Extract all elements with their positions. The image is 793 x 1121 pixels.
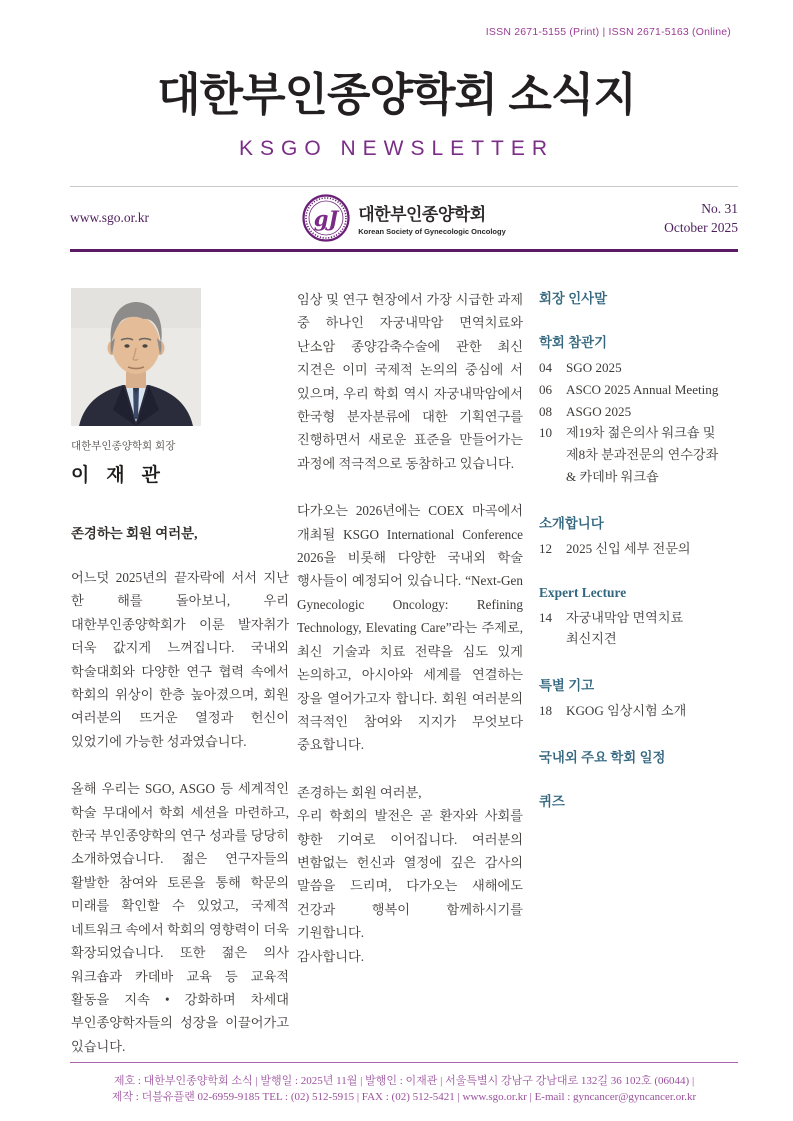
- newsletter-subtitle: KSGO NEWSLETTER: [238, 137, 555, 160]
- president-portrait-image: [71, 288, 201, 426]
- toc-heading: Expert Lecture: [539, 584, 627, 600]
- issue-number: No. 31: [701, 201, 738, 216]
- toc-item: [539, 379, 731, 401]
- toc-heading: 퀴즈: [539, 793, 565, 809]
- toc-page-number: 12: [539, 540, 553, 556]
- toc-page-number: 08: [539, 403, 553, 419]
- toc-item-label: 2025 신입 세부 전문의: [566, 540, 691, 556]
- toc-page-number: 10: [539, 425, 553, 441]
- president-photo: [71, 288, 201, 426]
- imprint-line-2: 제작 : 더블유플랜 02-6959-9185 TEL : (02) 512-5915 | FAX : (02) 512-5421 | www.sgo.or.kr | E-mail : gyncancer@gyncancer.or.kr: [111, 1091, 697, 1103]
- toc-item: [539, 700, 731, 722]
- letter-closing: 감사합니다.: [297, 948, 364, 964]
- table-of-contents: [531, 288, 731, 1058]
- letter-paragraph: 우리 학회의 발전은 곧 환자와 사회를 향한 기여로 이어집니다. 여러분의 변함없는 헌신과 열정에 깊은 감사의 말씀을 드리며, 다가오는 새해에도 건강과 행복이 함께하시기를 기원합니다.: [297, 808, 523, 941]
- toc-item-label: ASGO 2025: [566, 403, 632, 419]
- toc-section-greeting: [539, 288, 731, 307]
- toc-section-expert-lecture: [539, 585, 731, 651]
- svg-text:gJ: gJ: [313, 206, 339, 231]
- column-president: [71, 288, 289, 1058]
- toc-section-conference-reports: [539, 332, 731, 488]
- newsletter-title: 대한부인종양학회 소식지: [157, 69, 636, 120]
- toc-page-number: 04: [539, 360, 553, 375]
- toc-page-number: 06: [539, 381, 553, 397]
- toc-section-schedule: [539, 747, 731, 766]
- toc-heading: 소개합니다: [539, 515, 604, 531]
- toc-item-label: ASCO 2025 Annual Meeting: [566, 381, 719, 397]
- letter-paragraph: 올해 우리는 SGO, ASGO 등 세계적인 학술 무대에서 학회 세션을 마련하고, 한국 부인종양학의 연구 성과를 당당히 소개하였습니다. 젊은 연구자들의 활발한 참여와 토론을 통해 학문의 미래를 확인할 수 있었고, 국제적 네트워크 속에서 학회의 영향력이 더욱 확장되었습니다. 또한 젊은 의사 워크숍과 카데바 교육 등 교육적 활동을 지속 • 강화하며 차세대 부인종양학자들의 성장을 이끌어가고 있습니다.: [71, 781, 289, 1054]
- toc-item: [539, 422, 731, 487]
- toc-item-label: 자궁내막암 면역치료 최신지견: [566, 609, 684, 647]
- imprint-line-1: 제호 : 대한부인종양학회 소식 | 발행일 : 2025년 11월 | 발행인 : 이재관 | 서울특별시 강남구 강남대로 132길 36 102호 (06044) |: [113, 1075, 695, 1087]
- issue-date: October 2025: [664, 220, 738, 235]
- toc-item: [539, 607, 731, 651]
- toc-heading: 회장 인사말: [539, 291, 608, 306]
- letter-paragraph: 다가오는 2026년에는 COEX 마곡에서 개최될 KSGO International Conference 2026을 비롯해 다양한 국내외 학술 행사들이 예정되어 있습니다. “Next-Gen Gynecologic Oncology: Refining Technology, Elevating Care”라는 주제로, 최신 기술과 치료 전략을 심도 있게 논의하고, 아시아와 세계를 연결하는 장을 열어가고자 합니다. 회원 여러분의 적극적인 참여와 지지가 무엇보다 중요합니다.: [297, 503, 523, 753]
- toc-section-special-contribution: [539, 675, 731, 722]
- letter-paragraph: 어느덧 2025년의 끝자락에 서서 지난 한 해를 돌아보니, 우리 대한부인종양학회가 이룬 발자취가 더욱 값지게 느껴집니다. 국내외 학술대회와 다양한 연구 협력 속에서 학회의 위상이 한층 높아졌으며, 회원 여러분의 뜨거운 열정과 헌신이 있었기에 가능한 성과였습니다.: [71, 570, 289, 749]
- toc-section-introductions: [539, 513, 731, 560]
- society-name-kr: 대한부인종양학회: [358, 205, 486, 224]
- website-url: www.sgo.or.kr: [70, 210, 149, 225]
- president-title: 대한부인종양학회 회장: [71, 440, 176, 452]
- toc-item-label: 제19차 젊은의사 워크숍 및 제8차 분과전문의 연수강좌 & 카데바 워크숍: [566, 425, 719, 484]
- toc-heading: 특별 기고: [539, 678, 595, 694]
- issn-line: ISSN 2671-5155 (Print) | ISSN 2671-5163 (Online): [485, 26, 731, 38]
- column-letter: [297, 288, 523, 1058]
- issue-info: [568, 199, 738, 237]
- toc-page-number: 14: [539, 609, 553, 625]
- society-emblem-icon: [302, 194, 350, 242]
- greeting-heading: 존경하는 회원 여러분,: [71, 526, 198, 541]
- toc-section-quiz: [539, 791, 731, 810]
- toc-heading: 국내외 주요 학회 일정: [539, 749, 666, 765]
- header-band: [70, 186, 738, 252]
- society-name-en: Korean Society of Gynecologic Oncology: [358, 227, 506, 236]
- society-logo: [302, 194, 506, 242]
- imprint-footer: [70, 1062, 738, 1105]
- toc-item-label: KGOG 임상시험 소개: [566, 703, 687, 719]
- letter-paragraph: 임상 및 연구 현장에서 가장 시급한 과제 중 하나인 자궁내막암 면역치료와 난소암 종양감축수술에 관한 최신 지견은 이미 국제적 논의의 중심에 서 있으며, 우리 학회 역시 자궁내막암에서 한국형 분자분류에 대한 기획연구를 진행하면서 새로운 표준을 만들어가는 과정에 적극적으로 동참하고 있습니다.: [297, 292, 523, 471]
- toc-page-number: 18: [539, 703, 553, 719]
- toc-item-label: SGO 2025: [566, 360, 622, 375]
- toc-item: [539, 357, 731, 379]
- president-name: 이 재 관: [71, 465, 166, 486]
- toc-heading: 학회 참관기: [539, 335, 608, 350]
- letter-greeting-2: 존경하는 회원 여러분,: [297, 784, 422, 800]
- content-columns: [71, 288, 793, 1058]
- toc-item: [539, 538, 731, 560]
- toc-item: [539, 401, 731, 423]
- society-logo-text: [358, 200, 506, 236]
